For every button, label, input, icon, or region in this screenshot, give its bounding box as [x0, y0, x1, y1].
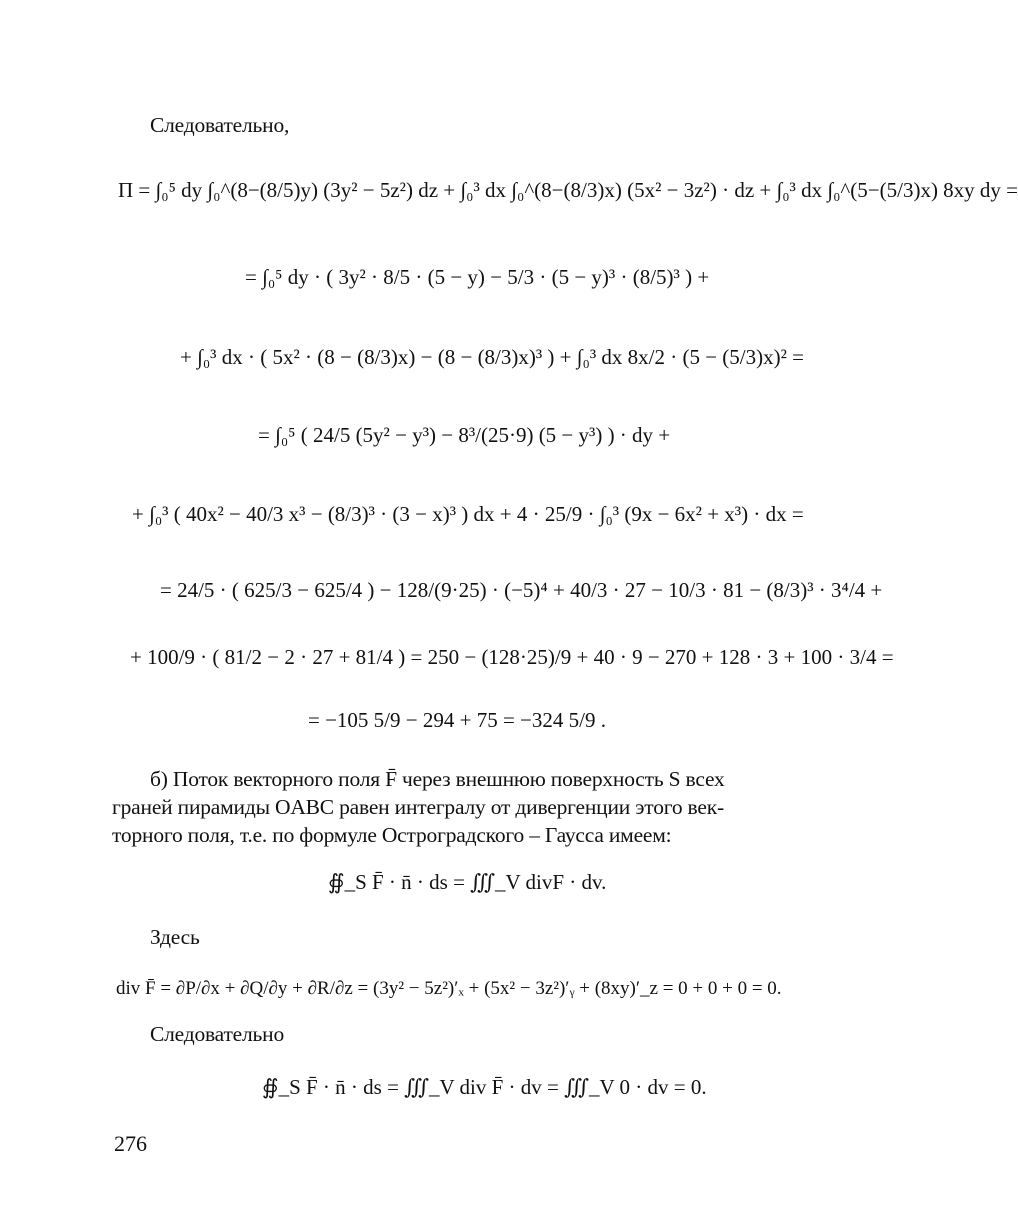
- math-line-1: П = ∫₀⁵ dy ∫₀^(8−(8/5)y) (3y² − 5z²) dz + ∫₀³ dx ∫₀^(8−(8/3)x) (5x² − 3z²) · dz + ∫₀³ dx ∫₀^(5−(5/3)x) 8xy dy =: [118, 178, 1018, 202]
- heading-therefore: Следовательно,: [150, 113, 290, 137]
- math-line-2: = ∫₀⁵ dy · ( 3y² · 8/5 · (5 − y) − 5/3 · (5 − y)³ · (8/5)³ ) +: [245, 265, 710, 289]
- math-line-8: = −105 5/9 − 294 + 75 = −324 5/9 .: [308, 708, 606, 732]
- paragraph-b-line-3: торного поля, т.е. по формуле Остроградского – Гаусса имеем:: [112, 823, 672, 847]
- math-line-7: + 100/9 · ( 81/2 − 2 · 27 + 81/4 ) = 250 − (128·25)/9 + 40 · 9 − 270 + 128 · 3 + 100 · 3/4 =: [130, 645, 894, 669]
- paragraph-b-line-2: граней пирамиды OABC равен интегралу от дивергенции этого век-: [112, 795, 724, 819]
- paragraph-b-line-1: б) Поток векторного поля F̄ через внешнюю поверхность S всех: [150, 767, 725, 791]
- formula-final: ∯_S F̄ · n̄ · ds = ∭_V div F̄ · dv = ∭_V 0 · dv = 0.: [262, 1075, 707, 1099]
- text-therefore-2: Следовательно: [150, 1022, 285, 1046]
- page-number: 276: [114, 1131, 147, 1156]
- math-line-3: + ∫₀³ dx · ( 5x² · (8 − (8/3)x) − (8 − (8/3)x)³ ) + ∫₀³ dx 8x/2 · (5 − (5/3)x)² =: [180, 345, 805, 369]
- math-line-5: + ∫₀³ ( 40x² − 40/3 x³ − (8/3)³ · (3 − x)³ ) dx + 4 · 25/9 · ∫₀³ (9x − 6x² + x³) · dx =: [132, 502, 804, 526]
- text-here: Здесь: [150, 925, 200, 949]
- math-line-6: = 24/5 · ( 625/3 − 625/4 ) − 128/(9·25) · (−5)⁴ + 40/3 · 27 − 10/3 · 81 − (8/3)³ · 3⁴/4 +: [160, 578, 883, 602]
- math-line-4: = ∫₀⁵ ( 24/5 (5y² − y³) − 8³/(25·9) (5 − y³) ) · dy +: [258, 423, 671, 447]
- formula-div: div F̄ = ∂P/∂x + ∂Q/∂y + ∂R/∂z = (3y² − 5z²)′ₓ + (5x² − 3z²)′ᵧ + (8xy)′_z = 0 + 0 + 0 = 0.: [116, 978, 782, 999]
- formula-gauss: ∯_S F̄ · n̄ · ds = ∭_V divF · dv.: [328, 870, 607, 894]
